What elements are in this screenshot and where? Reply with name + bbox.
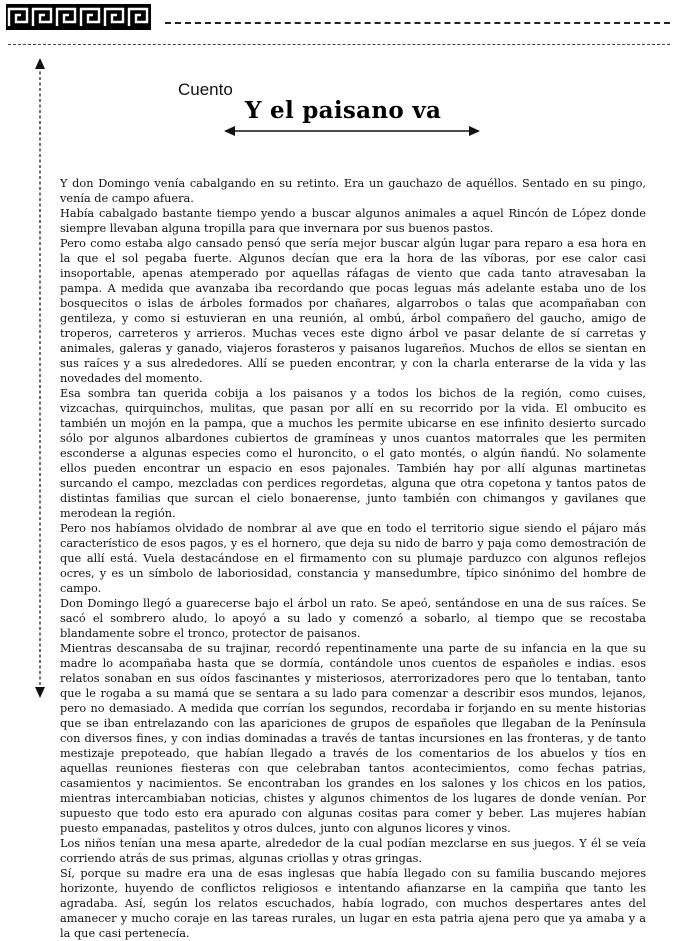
paragraph: Había cabalgado bastante tiempo yendo a buscar algunos animales a aquel Rincón de López donde siempre llevaban alguna tropilla para que invernara por sus buenos pastos.	[60, 207, 646, 235]
double-headed-arrow-icon	[224, 124, 480, 138]
paragraph: Pero nos habíamos olvidado de nombrar al ave que en todo el territorio sigue siendo el pájaro más característico de esos pagos, y es el hornero, que deja su nido de barro y paja como demostración de que allí está. Vuela destacándose en el firmamento con su plumaje parduzco con algunos reflejos ocres, y es un símbolo de laboriosidad, constancia y mansedumbre, típico sinónimo del hombre de campo.	[60, 522, 646, 595]
paragraph: Pero como estaba algo cansado pensó que sería mejor buscar algún lugar para reparo a esa hora en la que el sol pegaba fuerte. Algunos decían que era la hora de las víboras, por ese calor casi insoportable, apenas atemperado por aquellas ráfagas de viento que cada tanto atravesaban la pampa. A medida que avanzaba iba recordando que pocas leguas más adelante estaba uno de los bosquecitos o islas de árboles formados por chañares, algarrobos o talas que acompañaban con gentileza, y como si estuvieran en una reunión, al ombú, árbol compañero del gaucho, amigo de troperos, carreteros y arrieros. Muchas veces este digno árbol ve pasar delante de sí carretas y animales, galeras y ganado, viajeros forasteros y paisanos lugareños. Muchos de ellos se sientan en sus raíces y a sus alrededores. Allí se pueden encontrar, y con la charla enterarse de la vida y las novedades del momento.	[60, 237, 646, 385]
paragraph: Sí, porque su madre era una de esas inglesas que había llegado con su familia buscando mejores horizonte, huyendo de conflictos religiosos e intentando afianzarse en la campiña que tanto les agradaba. Así, según los relatos escuchados, había logrado, con muchos despertares antes del amanecer y mucho coraje en las tareas rurales, un lugar en esta patria ajena pero que ya amaba y a la que casi pertenecía.	[60, 867, 646, 940]
article-body	[60, 176, 646, 941]
paragraph: Don Domingo llegó a guarecerse bajo el árbol un rato. Se apeó, sentándose en una de sus raíces. Se sacó el sombrero aludo, lo apoyó a su lado y comenzó a sobarlo, al tiempo que se recostaba blandamente sobre el tronco, protector de paisanos.	[60, 597, 646, 640]
greek-key-border-icon	[6, 4, 151, 30]
paragraph: Y don Domingo venía cabalgando en su retinto. Era un gauchazo de aquéllos. Sentado en su pingo, venía de campo afuera.	[60, 177, 646, 205]
paragraph: Los niños tenían una mesa aparte, alrededor de la cual podían mezclarse en sus juegos. Y él se veía corriendo atrás de sus primas, algunas criollas y otras gringas.	[60, 837, 646, 865]
paragraph: Mientras descansaba de su trajinar, recordó repentinamente una parte de su infancia en la que su madre lo acompañaba hasta que se dormía, contándole unos cuentos de españoles e indias. esos relatos sonaban en sus oídos fascinantes y misteriosos, aterrorizadores pero que lo tentaban, tanto que le rogaba a su mamá que se sentara a su lado para comenzar a describir esos mundos, lejanos, pero no demasiado. A medida que corrían los segundos, recordaba ir forjando en su mente historias que se iban entrelazando con las apariciones de grupos de españoles que llegaban de la Península con diversos fines, y con indias dominadas a través de tantas incursiones en las fronteras, y de tanto mestizaje prepoteado, que habían llegado a través de los comentarios de los abuelos y tíos en aquellas reuniones fiesteras con que celebraban tantos acontecimientos, como fechas patrias, casamientos y nacimientos. Se encontraban los grandes en los salones y los chicos en los patios, mientras intercambiaban noticias, chistes y algunos chimentos de los lugares de donde venían. Por supuesto que todo esto era apurado con algunas cositas para comer y beber. Las mujeres habían puesto empanadas, pastelitos y otros dulces, junto con algunos licores y vinos.	[60, 642, 646, 835]
article-title: Y el paisano va	[245, 97, 442, 124]
header-dashed-rule	[165, 22, 670, 24]
paragraph: Esa sombra tan querida cobija a los paisanos y a todos los bichos de la región, como cuises, vizcachas, quirquinchos, mulitas, que pasan por allí en su recorrido por la vida. El ombucito es también un mojón en la pampa, que a muchos les permite ubicarse en ese infinito desierto surcado sólo por algunos albardones cubiertos de gramíneas y unos cuantos matorrales que les permiten esconderse a algunas especies como el huroncito, o el gato montés, o algún ñandú. No solamente ellos pueden encontrar un espacio en esos pajonales. También hay por allí algunas martinetas surcando el campo, mezcladas con perdices regordetas, alguna que otra copetona y tantos patos de distintas familias que surcan el cielo bonaerense, junto también con chimangos y gavilanes que merodean la región.	[60, 387, 646, 520]
vertical-arrow-icon	[34, 58, 46, 698]
article-genre: Cuento	[178, 80, 233, 99]
header-dotted-rule	[8, 44, 670, 45]
